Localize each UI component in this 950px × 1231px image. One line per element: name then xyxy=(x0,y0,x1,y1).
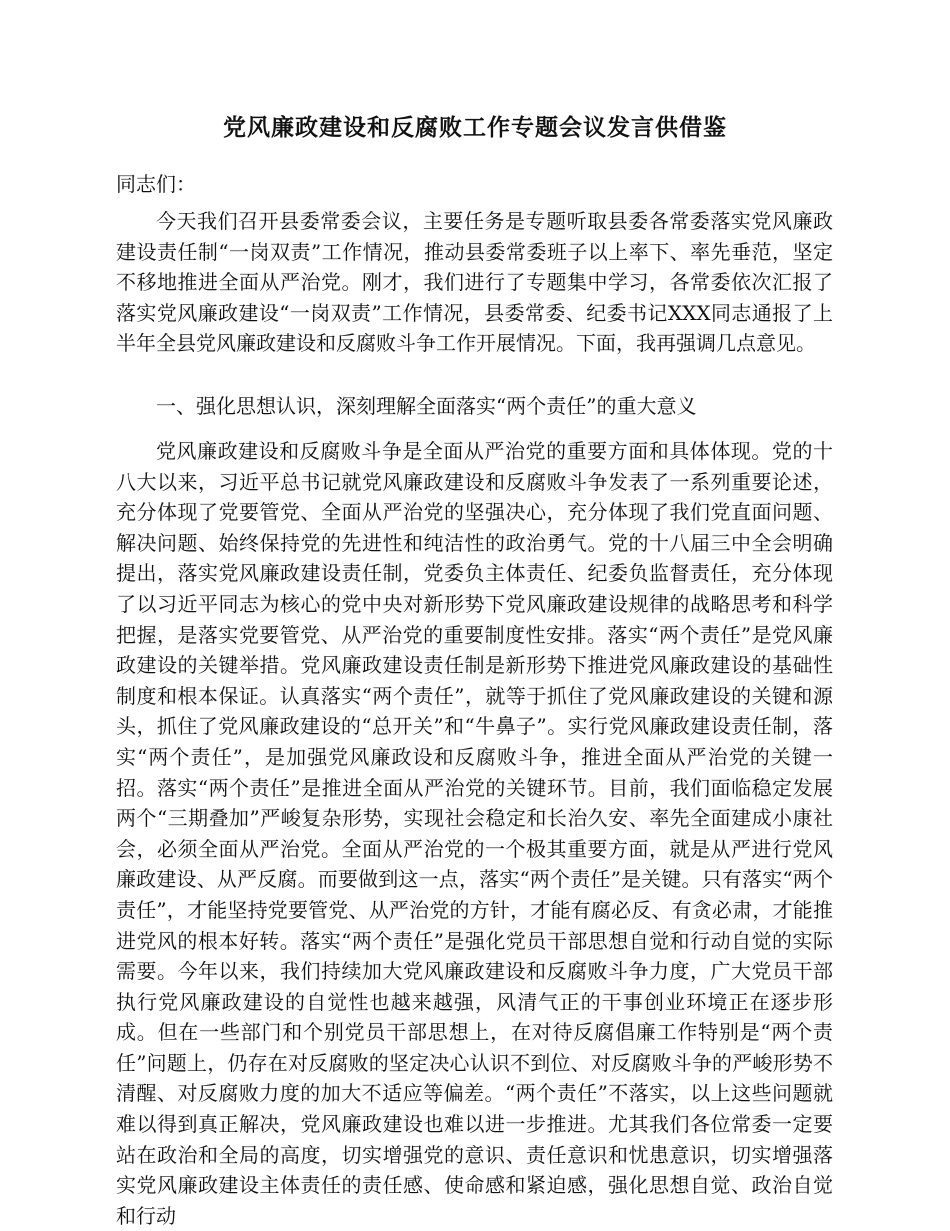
opening-paragraph: 今天我们召开县委常委会议，主要任务是专题听取县委各常委落实党风廉政建设责任制“一岗双责”工作情况，推动县委常委班子以上率下、率先垂范，坚定不移地推进全面从严治党。刚才，我们进行了专题集中学习，各常委依次汇报了落实党风廉政建设“一岗双责”工作情况，县委常委、纪委书记XXX同志通报了上半年全县党风廉政建设和反腐败斗争工作开展情况。下面，我再强调几点意见。 xyxy=(116,209,833,356)
section-heading: 一、强化思想认识，深刻理解全面落实“两个责任”的重大意义 xyxy=(156,394,697,418)
document-title: 党风廉政建设和反腐败工作专题会议发言供借鉴 xyxy=(223,114,727,141)
section-paragraph: 党风廉政建设和反腐败斗争是全面从严治党的重要方面和具体体现。党的十八大以来，习近平总书记就党风廉政建设和反腐败斗争发表了一系列重要论述，充分体现了党要管党、全面从严治党的坚强决心，充分体现了我们党直面问题、解决问题、始终保持党的先进性和纯洁性的政治勇气。党的十八届三中全会明确提出，落实党风廉政建设责任制，党委负主体责任、纪委负监督责任，充分体现了以习近平同志为核心的党中央对新形势下党风廉政建设规律的战略思考和科学把握，是落实党要管党、从严治党的重要制度性安排。落实“两个责任”是党风廉政建设的关键举措。党风廉政建设责任制是新形势下推进党风廉政建设的基础性制度和根本保证。认真落实“两个责任”，就等于抓住了党风廉政建设的关键和源头，抓住了党风廉政建设的“总开关”和“牛鼻子”。实行党风廉政建设责任制，落实“两个责任”，是加强党风廉政设和反腐败斗争，推进全面从严治党的关键一招。落实“两个责任”是推进全面从严治党的关键环节。目前，我们面临稳定发展两个“三期叠加”严峻复杂形势，实现社会稳定和长治久安、率先全面建成小康社会，必须全面从严治党。全面从严治党的一个极其重要方面，就是从严进行党风廉政建设、从严反腐。而要做到这一点，落实“两个责任”是关键。只有落实“两个责任”，才能坚持党要管党、从严治党的方针，才能有腐必反、有贪必肃，才能推进党风的根本好转。落实“两个责任”是强化党员干部思想自觉和行动自觉的实际需要。今年以来，我们持续加大党风廉政建设和反腐败斗争力度，广大党员干部执行党风廉政建设的自觉性也越来越强，风清气正的干事创业环境正在逐步形成。但在一些部门和个别党员干部思想上，在对待反腐倡廉工作特别是“两个责任”问题上，仍存在对反腐败的坚定决心认识不到位、对反腐败斗争的严峻形势不清醒、对反腐败力度的加大不适应等偏差。“两个责任”不落实，以上这些问题就难以得到真正解决，党风廉政建设也难以进一步推进。尤其我们各位常委一定要站在政治和全局的高度，切实增强党的意识、责任意识和忧患意识，切实增强落实党风廉政建设主体责任的责任感、使命感和紧迫感，强化思想自觉、政治自觉和行动 xyxy=(116,439,833,1228)
salutation: 同志们： xyxy=(116,172,196,196)
